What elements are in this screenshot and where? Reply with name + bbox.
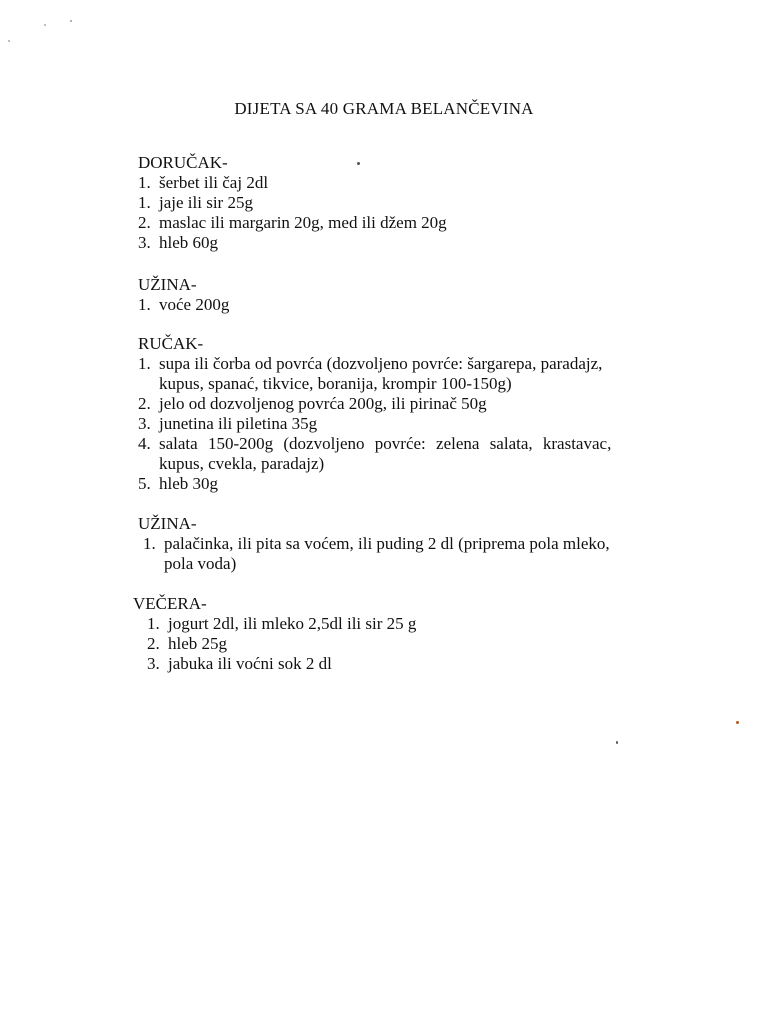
item-text: voće 200g <box>159 295 230 314</box>
item-number: 1. <box>138 295 151 314</box>
item-number: 1. <box>138 354 151 373</box>
item-number: 4. <box>138 434 151 453</box>
section-dinner <box>133 594 633 674</box>
item-text: palačinka, ili pita sa voćem, ili puding 2 dl (priprema pola mleko, <box>164 534 610 553</box>
section-snack-afternoon <box>138 514 658 574</box>
list-item <box>147 614 633 634</box>
scan-speck <box>44 24 46 26</box>
section-heading: RUČAK- <box>138 334 204 353</box>
list-item <box>147 634 633 654</box>
item-number: 3. <box>138 233 151 252</box>
list-item <box>138 193 638 213</box>
document-title: DIJETA SA 40 GRAMA BELANČEVINA <box>234 99 534 118</box>
item-number: 1. <box>138 173 151 192</box>
scan-speck <box>736 721 739 724</box>
section-lunch <box>138 334 658 494</box>
item-text: salata 150-200g (dozvoljeno povrće: zelena salata, krastavac, <box>159 434 612 453</box>
scan-speck <box>616 741 618 744</box>
list-item <box>138 233 638 253</box>
section-heading: UŽINA- <box>138 275 197 294</box>
list-item <box>138 354 658 394</box>
item-number: 2. <box>138 213 151 232</box>
item-text: jabuka ili voćni sok 2 dl <box>168 654 332 673</box>
list-item <box>143 534 658 574</box>
scan-speck <box>70 20 72 22</box>
item-number: 1. <box>143 534 156 553</box>
section-snack-morning <box>138 275 638 315</box>
section-heading: UŽINA- <box>138 514 197 533</box>
section-heading: VEČERA- <box>133 594 207 613</box>
item-text: supa ili čorba od povrća (dozvoljeno povrće: šargarepa, paradajz, <box>159 354 603 373</box>
item-text: jelo od dozvoljenog povrća 200g, ili pirinač 50g <box>159 394 487 413</box>
item-number: 2. <box>138 394 151 413</box>
scan-speck <box>357 162 360 165</box>
list-item <box>138 474 658 494</box>
item-text-continued: pola voda) <box>164 554 237 573</box>
scan-speck <box>8 40 10 42</box>
item-text-continued: kupus, spanać, tikvice, boranija, krompir 100-150g) <box>159 374 512 393</box>
item-text: hleb 25g <box>168 634 228 653</box>
item-number: 2. <box>147 634 160 653</box>
section-breakfast <box>138 153 638 253</box>
item-text: jaje ili sir 25g <box>159 193 253 212</box>
list-item <box>138 414 658 434</box>
list-item <box>138 394 658 414</box>
item-text: hleb 60g <box>159 233 219 252</box>
list-item <box>138 295 638 315</box>
item-text: junetina ili piletina 35g <box>159 414 318 433</box>
item-text: maslac ili margarin 20g, med ili džem 20g <box>159 213 447 232</box>
item-text: jogurt 2dl, ili mleko 2,5dl ili sir 25 g <box>168 614 417 633</box>
item-number: 1. <box>138 193 151 212</box>
item-number: 3. <box>147 654 160 673</box>
item-text: hleb 30g <box>159 474 219 493</box>
list-item <box>138 213 638 233</box>
list-item <box>138 434 658 474</box>
item-number: 5. <box>138 474 151 493</box>
list-item <box>147 654 633 674</box>
item-number: 1. <box>147 614 160 633</box>
section-heading: DORUČAK- <box>138 153 228 172</box>
item-number: 3. <box>138 414 151 433</box>
list-item <box>138 173 638 193</box>
item-text: šerbet ili čaj 2dl <box>159 173 269 192</box>
item-text-continued: kupus, cvekla, paradajz) <box>159 454 325 473</box>
